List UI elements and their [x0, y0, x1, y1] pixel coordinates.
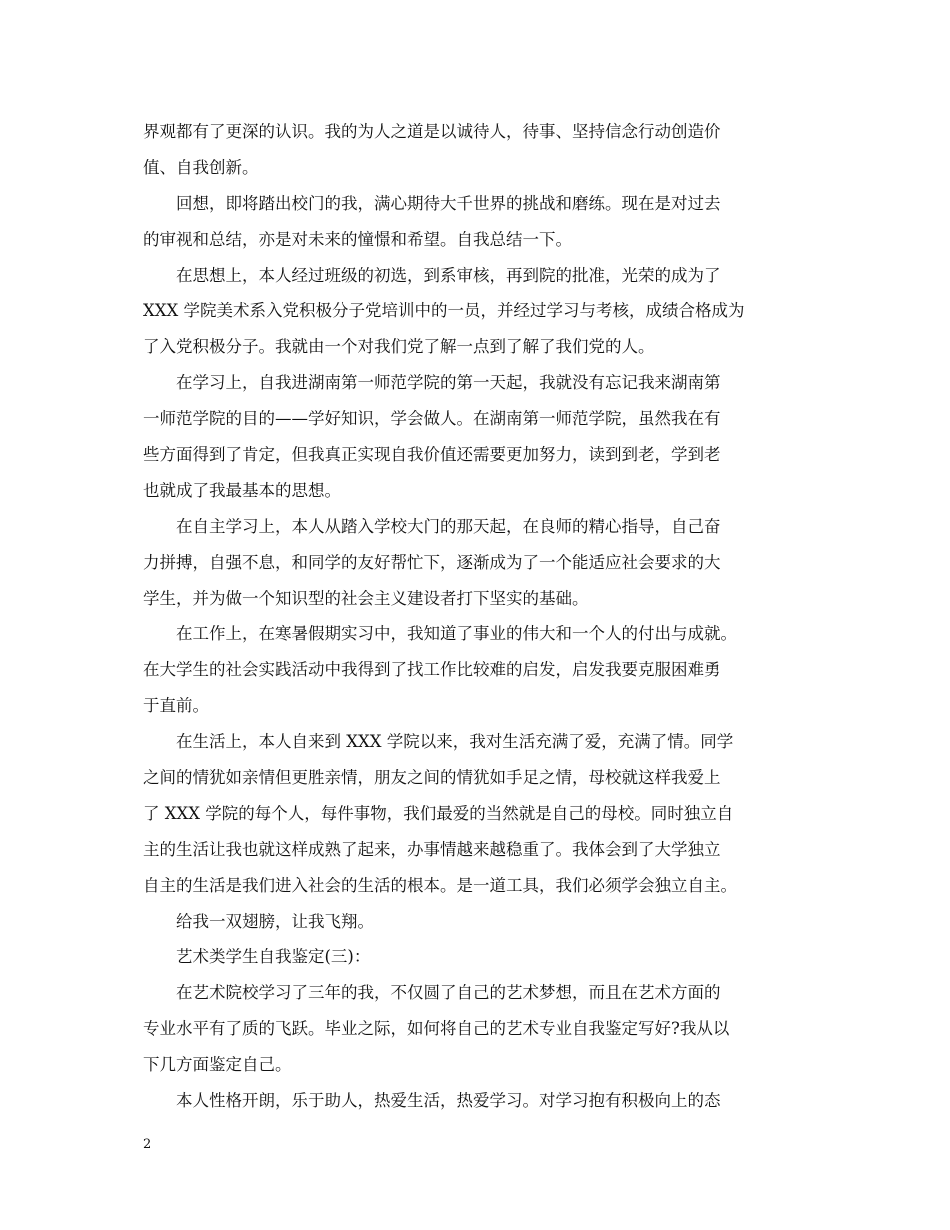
text-line: 的审视和总结，亦是对未来的憧憬和希望。自我总结一下。 [143, 229, 572, 249]
text-line: 在思想上，本人经过班级的初选，到系审核，再到院的批准，光荣的成为了 [176, 265, 721, 285]
text-line: 在艺术院校学习了三年的我，不仅圆了自己的艺术梦想，而且在艺术方面的 [176, 983, 721, 1003]
text-line: 了 XXX 学院的每个人，每件事物，我们最爱的当然就是自己的母校。同时独立自 [143, 803, 734, 823]
text-line: XXX 学院美术系入党积极分子党培训中的一员，并经过学习与考核，成绩合格成为 [143, 301, 745, 321]
text-line: 于直前。 [143, 696, 209, 716]
text-line: 力拼搏，自强不息，和同学的友好帮忙下，逐渐成为了一个能适应社会要求的大 [143, 552, 721, 572]
text-line: 给我一双翅膀，让我飞翔。 [176, 911, 374, 931]
text-line: 之间的情犹如亲情但更胜亲情，朋友之间的情犹如手足之情，母校就这样我爱上 [143, 768, 721, 788]
text-line: 自主的生活是我们进入社会的生活的根本。是一道工具，我们必须学会独立自主。 [143, 875, 737, 895]
text-line: 值、自我创新。 [143, 157, 259, 177]
text-line: 艺术类学生自我鉴定(三)： [176, 947, 371, 967]
text-line: 下几方面鉴定自己。 [143, 1055, 292, 1075]
text-line: 界观都有了更深的认识。我的为人之道是以诚待人，待事、坚持信念行动创造价 [143, 122, 721, 141]
text-line: 了入党积极分子。我就由一个对我们党了解一点到了解了我们党的人。 [143, 337, 655, 357]
page-number: 2 [143, 1137, 152, 1152]
text-line: 主的生活让我也就这样成熟了起来，办事情越来越稳重了。我体会到了大学独立 [143, 839, 721, 859]
text-line: 在自主学习上，本人从踏入学校大门的那天起，在良师的精心指导，自己奋 [176, 516, 721, 536]
text-line: 专业水平有了质的飞跃。毕业之际，如何将自己的艺术专业自我鉴定写好?我从以 [143, 1019, 730, 1039]
text-line: 在工作上，在寒暑假期实习中，我知道了事业的伟大和一个人的付出与成就。 [176, 624, 737, 644]
text-line: 回想，即将踏出校门的我，满心期待大千世界的挑战和磨练。现在是对过去 [176, 193, 721, 213]
text-line: 在学习上，自我进湖南第一师范学院的第一天起，我就没有忘记我来湖南第 [176, 373, 721, 393]
text-line: 也就成了我最基本的思想。 [143, 480, 341, 500]
text-line: 在生活上，本人自来到 XXX 学院以来，我对生活充满了爱，充满了情。同学 [176, 732, 734, 752]
text-line: 在大学生的社会实践活动中我得到了找工作比较难的启发，启发我要克服困难勇 [143, 660, 721, 680]
text-line: 学生，并为做一个知识型的社会主义建设者打下坚实的基础。 [143, 588, 589, 608]
text-line: 本人性格开朗，乐于助人，热爱生活，热爱学习。对学习抱有积极向上的态 [176, 1091, 721, 1111]
text-line: 一师范学院的目的——学好知识，学会做人。在湖南第一师范学院，虽然我在有 [143, 409, 721, 429]
body-text [143, 114, 810, 1119]
text-line: 些方面得到了肯定，但我真正实现自我价值还需要更加努力，读到到老，学到老 [143, 445, 721, 465]
